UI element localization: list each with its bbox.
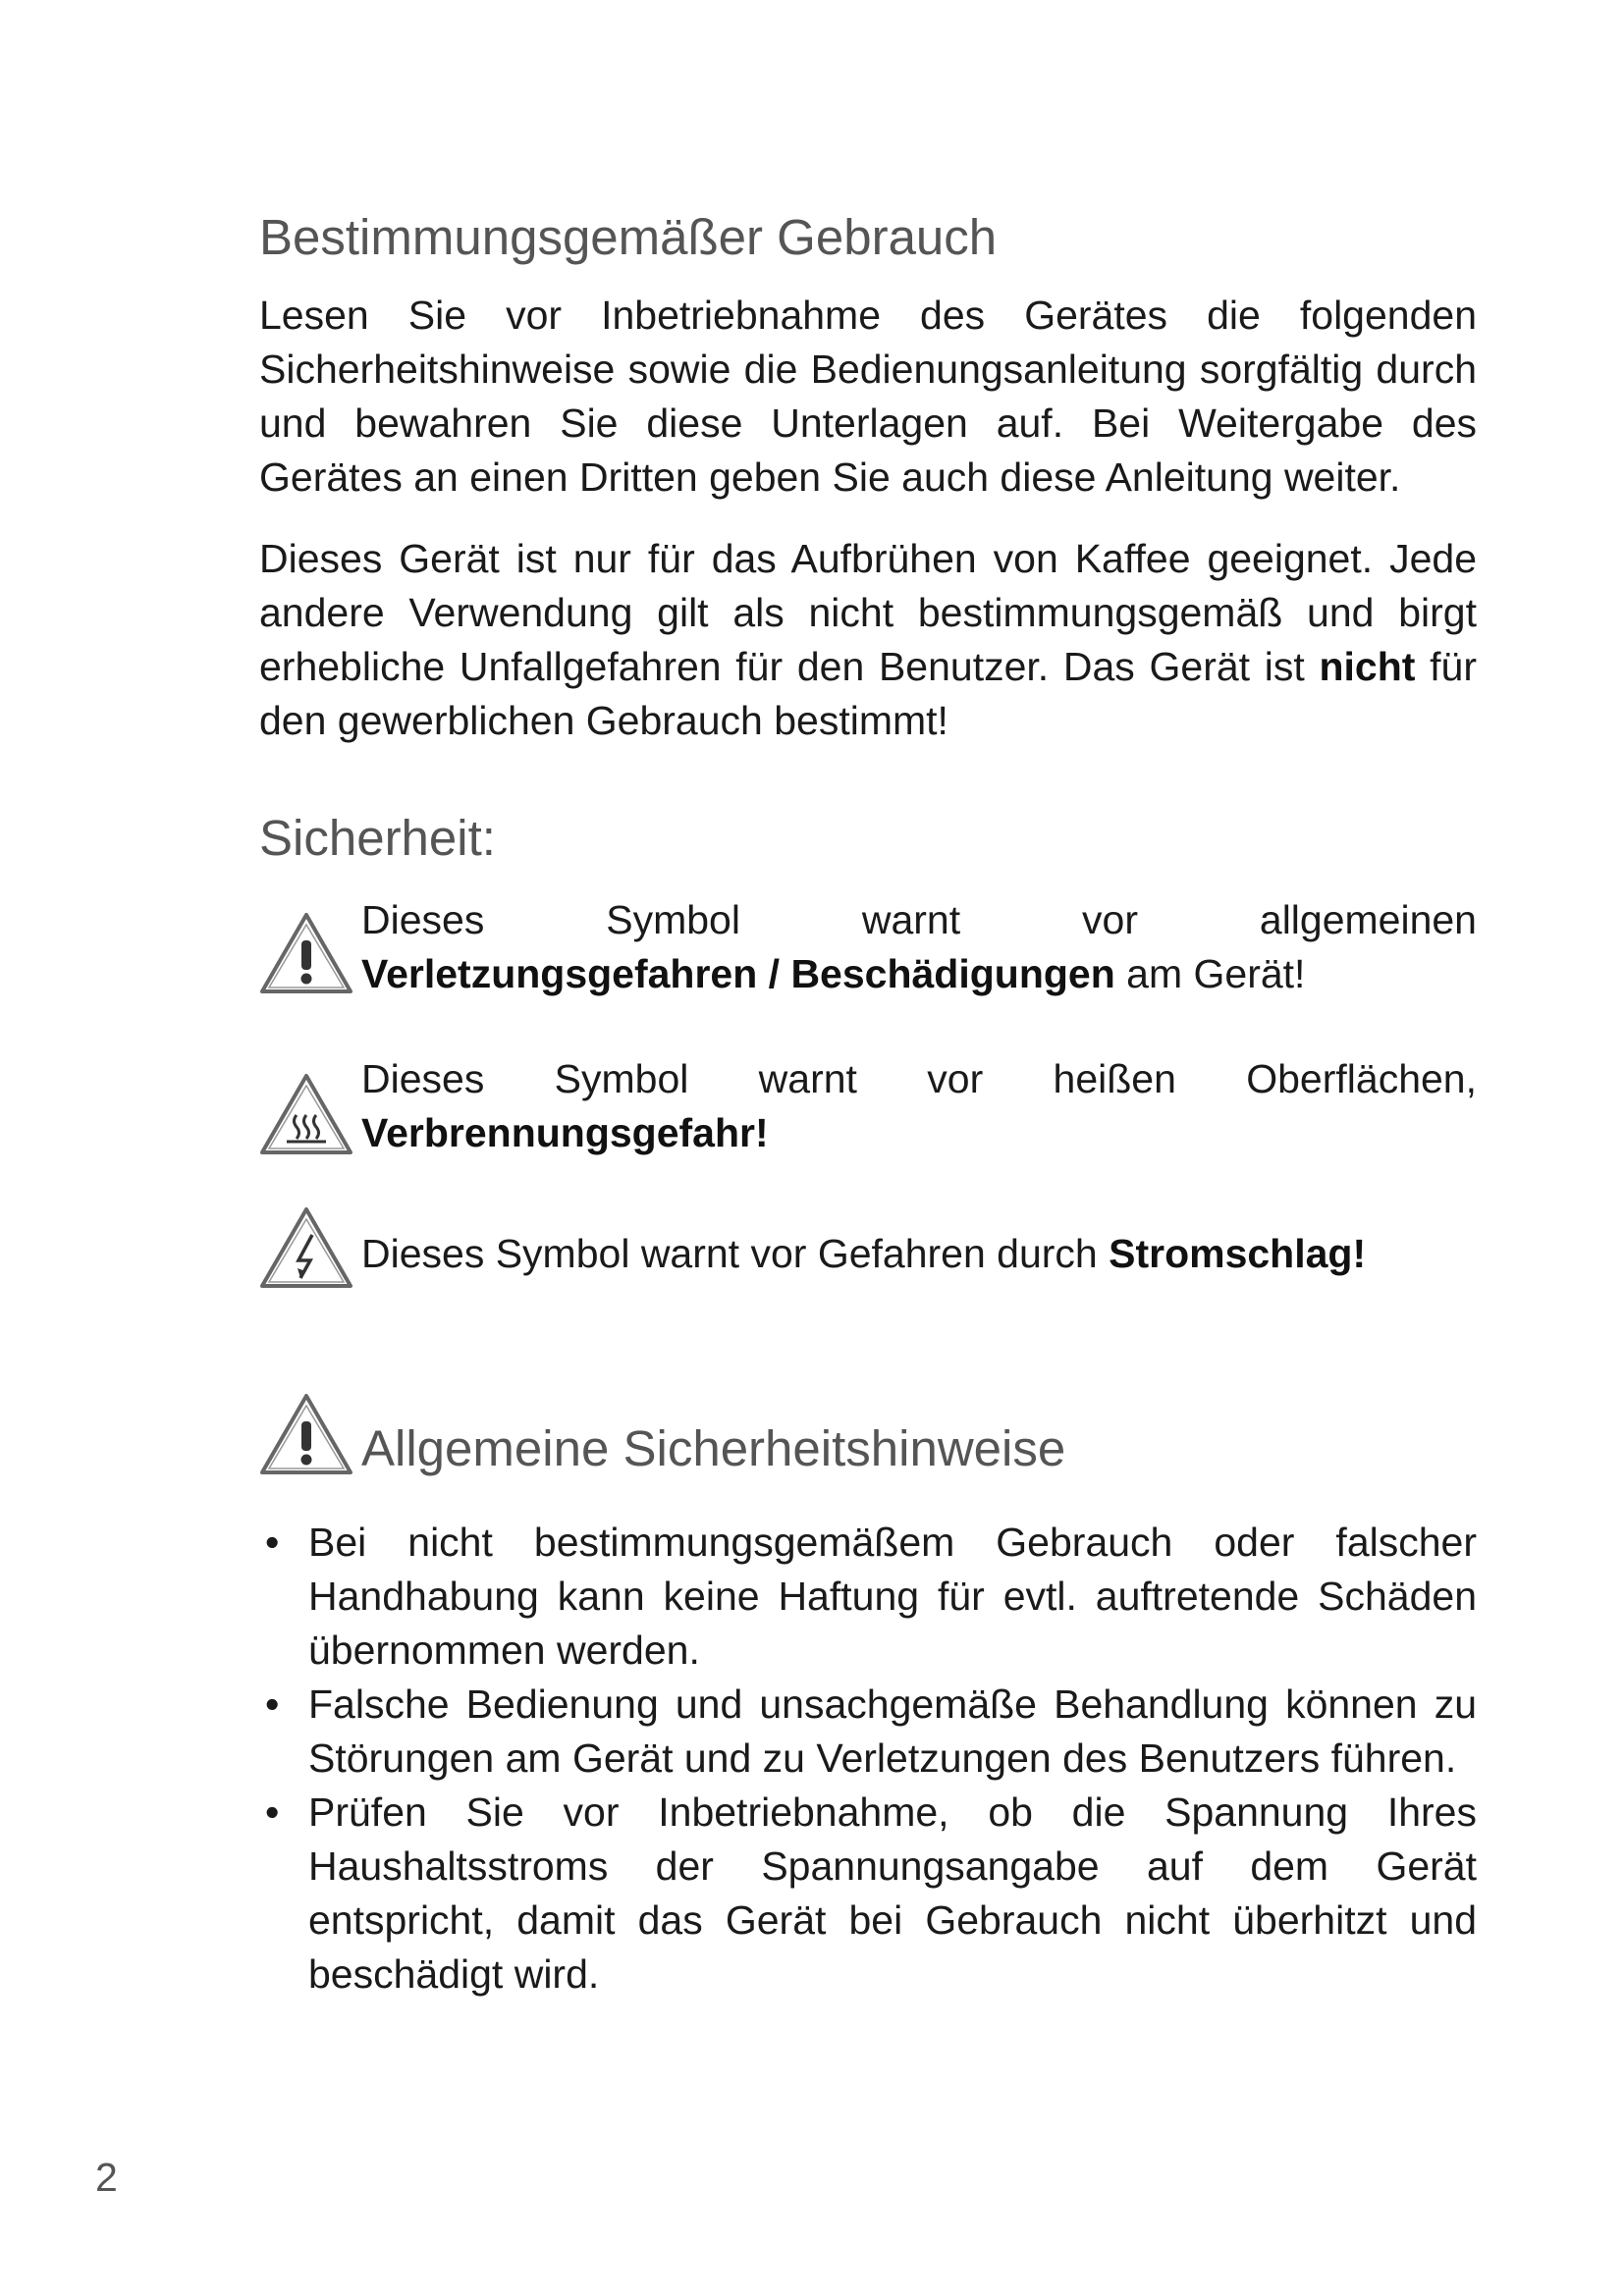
general-safety-list — [259, 1516, 1477, 2002]
symbol-bold-text: Verbrennungsgefahr! — [361, 1110, 769, 1155]
list-item — [259, 1516, 1477, 1678]
electric-shock-icon — [259, 1205, 353, 1290]
symbol-description — [361, 1215, 1477, 1281]
symbol-row-electric-shock — [259, 1215, 1477, 1323]
symbol-row-general-warning — [259, 893, 1477, 1001]
symbol-bold-text: Verletzungsgefahren / Beschädigungen — [361, 951, 1115, 996]
list-item-text: Falsche Bedienung und unsachgemäße Behandlung können zu Störungen am Gerät und zu Verletzungen des Benutzers führen. — [308, 1682, 1477, 1781]
list-item-text: Bei nicht bestimmungsgemäßem Gebrauch oder falscher Handhabung kann keine Haftung für evtl. auftretende Schäden übernommen werden. — [308, 1520, 1477, 1673]
symbol-line-1: Dieses Symbol warnt vor heißen Oberflächen, — [361, 1056, 1477, 1101]
warning-exclamation-icon — [259, 1392, 353, 1476]
page-content — [259, 208, 1477, 2002]
hot-surface-icon — [259, 1072, 353, 1156]
intro-paragraph-2-end: für den gewerblichen Gebrauch bestimmt! — [259, 644, 1477, 743]
bullet-icon: • — [265, 1520, 280, 1565]
intro-paragraph-2-text: Dieses Gerät ist nur für das Aufbrühen von Kaffee geeignet. Jede andere Verwendung gilt als nicht bestimmungsgemäß und birgt erhebliche Unfallgefahren für den Benutzer. Das Gerät ist — [259, 536, 1477, 689]
warning-exclamation-icon — [259, 911, 353, 995]
safety-heading: Sicherheit: — [259, 810, 496, 866]
general-safety-heading-block — [259, 1392, 1477, 1480]
symbol-after-text: am Gerät! — [1114, 951, 1306, 996]
intro-heading: Bestimmungsgemäßer Gebrauch — [259, 209, 998, 265]
intro-paragraph-2-bold: nicht — [1319, 644, 1416, 689]
intro-paragraph-2 — [259, 532, 1477, 748]
bullet-icon: • — [265, 1789, 280, 1835]
list-item-text: Prüfen Sie vor Inbetriebnahme, ob die Spannung Ihres Haushaltsstroms der Spannungsangabe auf dem Gerät entspricht, damit das Gerät bei Gebrauch nicht überhitzt und beschädigt wird. — [308, 1789, 1477, 1997]
intro-paragraph-1: Lesen Sie vor Inbetriebnahme des Gerätes die folgenden Sicherheitshinweise sowie die Bedienungsanleitung sorgfältig durch und bewahren Sie diese Unterlagen auf. Bei Weitergabe des Gerätes an einen Dritten geben Sie auch diese Anleitung weiter. — [259, 293, 1477, 500]
bullet-icon: • — [265, 1682, 280, 1727]
general-safety-heading: Allgemeine Sicherheitshinweise — [361, 1420, 1066, 1476]
symbol-description — [361, 1052, 1477, 1160]
page-number: 2 — [95, 2155, 118, 2200]
symbol-row-hot-surface — [259, 1052, 1477, 1160]
symbol-line-1: Dieses Symbol warnt vor allgemeinen — [361, 897, 1477, 942]
symbol-description — [361, 893, 1477, 1001]
list-item — [259, 1678, 1477, 1786]
symbol-bold-text: Stromschlag! — [1109, 1231, 1367, 1276]
list-item — [259, 1786, 1477, 2002]
symbol-before-text: Dieses Symbol warnt vor Gefahren durch — [361, 1231, 1110, 1276]
